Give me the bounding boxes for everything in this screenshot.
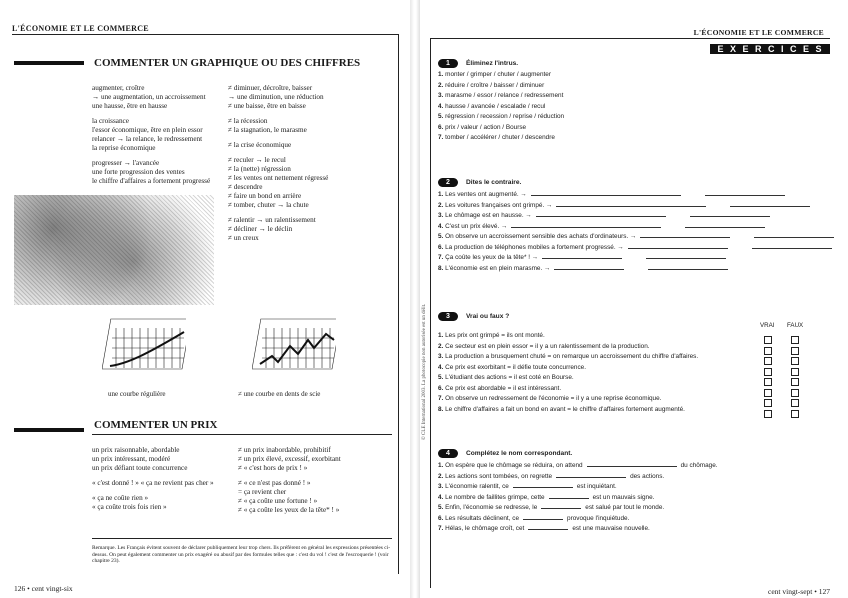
exercise-4	[438, 448, 718, 534]
item-number: 7.	[438, 525, 444, 532]
answer-blank[interactable]	[556, 471, 626, 478]
item-number: 7.	[438, 134, 444, 141]
item-text: Les résultats déclinent, ce	[443, 514, 520, 522]
answer-blank[interactable]	[587, 460, 677, 467]
item-number: 8.	[438, 405, 444, 413]
item-text: Ça coûte les yeux de la tête* ! →	[443, 254, 539, 261]
page-frame-line	[430, 38, 431, 588]
item-number: 5.	[438, 233, 444, 240]
exercise-number-badge: 3	[438, 312, 458, 321]
item-text: Le nombre de faillites grimpe, cette	[443, 493, 545, 501]
item-ending: est inquiétant.	[576, 483, 617, 490]
price-expression: « c'est donné ! » « ça ne revient pas cher »	[92, 479, 214, 487]
item-number: 2.	[438, 81, 444, 89]
fill-in-item	[438, 492, 718, 503]
answer-blank[interactable]	[705, 189, 785, 196]
item-number: 3.	[438, 483, 444, 490]
item-text: Les actions sont tombées, on regrette	[443, 472, 553, 480]
fill-in-item	[438, 471, 718, 482]
remark-note: Remarque. Les Français évitent souvent de déclarer publiquement leur trop chers. Ils préfèrent en général les expressions présentées ci-dessus. On peut également commenter un prix exagéré ou abusif par des formules telles que : c'est du vol ! c'est de l'escroquerie ! (voir chapitre 23).	[92, 545, 391, 564]
vocab-line: ≠ la (nette) régression	[228, 165, 291, 173]
exercise-item	[438, 221, 834, 232]
sawtooth-curve-chart	[252, 318, 336, 372]
item-text: L'étudiant des actions = il est coté en Bourse.	[443, 374, 574, 381]
item-number: 6.	[438, 514, 444, 522]
vocab-line: ≠ descendre	[228, 183, 263, 191]
item-number: 3.	[438, 353, 444, 360]
item-number: 2.	[438, 201, 444, 209]
vocab-line: ≠ reculer → le recul	[228, 156, 286, 164]
answer-blank[interactable]	[523, 513, 563, 520]
answer-blank[interactable]	[531, 189, 681, 196]
exercise-item	[438, 133, 564, 144]
vocab-line: ≠ la stagnation, le marasme	[228, 126, 307, 134]
vocab-line: ≠ ralentir → un ralentissement	[228, 216, 316, 224]
exercise-item	[438, 91, 564, 102]
vocab-line: ≠ tomber, chuter → la chute	[228, 201, 309, 209]
section-bar	[14, 428, 84, 432]
vrai-header: VRAI	[760, 322, 775, 329]
item-number: 8.	[438, 264, 444, 272]
caption-regular-curve: une courbe régulière	[108, 390, 166, 398]
answer-blank[interactable]	[513, 481, 573, 488]
exercise-item	[438, 102, 564, 113]
item-text: hausse / avancée / escalade / recul	[443, 102, 546, 110]
item-ending: est un mauvais signe.	[592, 493, 655, 501]
fill-in-item	[438, 460, 718, 471]
exercise-title: Éliminez l'intrus.	[466, 59, 519, 67]
exercise-item	[438, 189, 834, 200]
faux-checkbox[interactable]	[791, 368, 799, 376]
right-page	[420, 0, 848, 598]
price-expression: ≠ un prix inabordable, prohibitif	[238, 446, 331, 454]
exercise-number-badge: 1	[438, 59, 458, 68]
halftone-image	[14, 195, 214, 305]
exercise-2	[438, 177, 834, 273]
note-rule	[92, 538, 392, 539]
vocab-line: ≠ décliner → le déclin	[228, 225, 293, 233]
regular-curve-chart	[102, 318, 186, 372]
price-expression: = ça revient cher	[238, 488, 287, 496]
price-column-cheap	[92, 446, 214, 512]
item-number: 6.	[438, 243, 444, 251]
exercise-item	[438, 231, 834, 242]
true-false-statement	[438, 405, 698, 416]
price-expression: un prix intéressant, modéré	[92, 455, 171, 463]
exercise-3	[438, 311, 698, 415]
exercise-title: Dites le contraire.	[466, 178, 522, 186]
item-number: 1.	[438, 191, 444, 198]
vocab-column-increase	[92, 84, 210, 186]
answer-blank[interactable]	[648, 263, 728, 270]
page-number-right: cent vingt-sept • 127	[768, 587, 830, 596]
true-false-statement	[438, 373, 698, 384]
item-number: 7.	[438, 395, 444, 402]
faux-checkbox[interactable]	[791, 378, 799, 386]
vocab-line: ≠ une baisse, être en baisse	[228, 102, 306, 110]
item-ending: provoque l'inquiétude.	[567, 514, 630, 522]
item-text: Ce prix est abordable = il est intéressant.	[443, 384, 562, 392]
item-text: monter / grimper / chuter / augmenter	[443, 71, 551, 78]
faux-checkbox[interactable]	[791, 399, 799, 407]
item-text: La production de téléphones mobiles a fortement progressé. →	[443, 243, 624, 251]
exercises-banner: EXERCICES	[710, 44, 830, 54]
answer-blank[interactable]	[690, 210, 770, 217]
price-expression: un prix défiant toute concurrence	[92, 464, 188, 472]
item-number: 3.	[438, 212, 444, 219]
fill-in-item	[438, 513, 718, 524]
item-number: 1.	[438, 71, 444, 78]
running-header-left: L'ÉCONOMIE ET LE COMMERCE	[12, 24, 149, 33]
page-number-left: 126 • cent vingt-six	[14, 584, 73, 593]
item-number: 6.	[438, 123, 444, 131]
exercise-title: Vrai ou faux ?	[466, 312, 510, 320]
item-text: Les prix ont grimpé = ils ont monté.	[443, 332, 545, 339]
exercise-item	[438, 70, 564, 81]
answer-blank[interactable]	[640, 231, 730, 238]
item-text: C'est un prix élevé. →	[443, 222, 508, 230]
exercise-title: Complétez le nom correspondant.	[466, 449, 573, 457]
item-number: 4.	[438, 363, 444, 371]
item-text: Enfin, l'économie se redresse, le	[443, 504, 538, 511]
item-number: 1.	[438, 462, 444, 469]
section-title-price: COMMENTER UN PRIX	[94, 419, 218, 431]
item-number: 5.	[438, 113, 444, 120]
item-text: Le chiffre d'affaires a fait un bond en avant = le chiffre d'affaires fortement augmenté.	[443, 405, 685, 413]
vrai-checkbox[interactable]	[764, 399, 772, 407]
answer-blank[interactable]	[541, 502, 581, 509]
fill-in-item	[438, 502, 718, 513]
vocab-line: ≠ les ventes ont nettement régressé	[228, 174, 329, 182]
item-number: 1.	[438, 332, 444, 339]
vocab-line: ≠ la récession	[228, 117, 268, 125]
item-text: Hélas, le chômage croît, cet	[443, 525, 525, 532]
item-number: 5.	[438, 374, 444, 381]
item-ending: des actions.	[630, 472, 665, 480]
price-column-expensive	[238, 446, 341, 515]
answer-blank[interactable]	[754, 231, 834, 238]
exercise-1	[438, 58, 564, 144]
price-expression: ≠ « ce n'est pas donné ! »	[238, 479, 311, 487]
price-expression: ≠ un prix élevé, excessif, exorbitant	[238, 455, 341, 463]
vocab-line: une forte progression des ventes	[92, 168, 185, 176]
section-title-graph: COMMENTER UN GRAPHIQUE OU DES CHIFFRES	[94, 57, 361, 69]
answer-blank[interactable]	[536, 210, 666, 217]
section-bar	[14, 61, 84, 65]
vrai-checkbox[interactable]	[764, 347, 772, 355]
price-expression: ≠ « c'est hors de prix ! »	[238, 464, 308, 472]
true-false-statement	[438, 363, 698, 374]
fill-in-item	[438, 481, 718, 492]
exercise-item	[438, 200, 834, 211]
item-text: On observe un accroissement sensible des achats d'ordinateurs. →	[443, 233, 637, 240]
vocab-line: l'essor économique, être en plein essor	[92, 126, 203, 134]
vrai-checkbox[interactable]	[764, 336, 772, 344]
vocab-line: ≠ faire un bond en arrière	[228, 192, 302, 200]
item-text: L'économie est en plein marasme. →	[443, 264, 551, 272]
exercise-number-badge: 4	[438, 449, 458, 458]
answer-blank[interactable]	[554, 263, 624, 270]
item-text: Ce prix est exorbitant = il défie toute concurrence.	[443, 363, 586, 371]
item-number: 6.	[438, 384, 444, 392]
item-text: La production a brusquement chuté = on remarque un accroissement du chiffre d'affaires.	[443, 353, 699, 360]
exercise-number-badge: 2	[438, 178, 458, 187]
exercise-item	[438, 263, 834, 274]
running-header-right: L'ÉCONOMIE ET LE COMMERCE	[693, 28, 824, 37]
item-number: 4.	[438, 102, 444, 110]
left-page	[0, 0, 410, 598]
answer-blank[interactable]	[542, 252, 622, 259]
true-false-statement	[438, 352, 698, 363]
vocab-line: progresser → l'avancée	[92, 159, 160, 167]
vrai-checkbox[interactable]	[764, 378, 772, 386]
item-text: Ce secteur est en plein essor = il y a un ralentissement de la production.	[443, 342, 650, 350]
price-expression: ≠ « ça coûte les yeux de la tête* ! »	[238, 506, 340, 514]
vocab-line: ≠ diminuer, décroître, baisser	[228, 84, 313, 92]
vocab-line: une hausse, être en hausse	[92, 102, 168, 110]
price-expression: un prix raisonnable, abordable	[92, 446, 180, 454]
book-gutter	[410, 0, 420, 598]
vrai-checkbox[interactable]	[764, 368, 772, 376]
item-ending: est salué par tout le monde.	[585, 504, 665, 511]
item-text: tomber / accélérer / chuter / descendre	[443, 134, 555, 141]
caption-sawtooth-curve: ≠ une courbe en dents de scie	[238, 390, 321, 398]
exercise-item	[438, 210, 834, 221]
answer-blank[interactable]	[511, 221, 661, 228]
item-ending: est une mauvaise nouvelle.	[572, 525, 650, 532]
item-number: 2.	[438, 472, 444, 480]
faux-checkbox[interactable]	[791, 347, 799, 355]
section-rule	[92, 434, 392, 435]
item-number: 7.	[438, 254, 444, 261]
fill-in-item	[438, 523, 718, 534]
item-text: Le chômage est en hausse. →	[443, 212, 532, 219]
vocab-line: ≠ la crise économique	[228, 141, 292, 149]
true-false-statement	[438, 331, 698, 342]
vrai-checkbox[interactable]	[764, 410, 772, 418]
true-false-statement	[438, 394, 698, 405]
item-text: régression / recession / reprise / réduction	[443, 113, 565, 120]
vrai-checkbox[interactable]	[764, 357, 772, 365]
vocab-line: → une augmentation, un accroissement	[92, 93, 206, 101]
exercise-item	[438, 252, 834, 263]
item-text: Les voitures françaises ont grimpé. →	[443, 201, 553, 209]
item-number: 3.	[438, 92, 444, 99]
vocab-line: augmenter, croître	[92, 84, 145, 92]
price-expression: ≠ « ça coûte une fortune ! »	[238, 497, 318, 505]
item-text: marasme / essor / relance / redressement	[443, 92, 564, 99]
faux-checkbox[interactable]	[791, 336, 799, 344]
item-ending: du chômage.	[680, 462, 718, 469]
item-text: réduire / croître / baisser / diminuer	[443, 81, 545, 89]
exercise-item	[438, 242, 834, 253]
answer-blank[interactable]	[549, 492, 589, 499]
vrai-checkbox[interactable]	[764, 389, 772, 397]
item-number: 5.	[438, 504, 444, 511]
header-rule	[430, 38, 830, 39]
true-false-statement	[438, 342, 698, 353]
item-number: 2.	[438, 342, 444, 350]
item-number: 4.	[438, 222, 444, 230]
item-text: On observe un redressement de l'économie = il y a une reprise économique.	[443, 395, 662, 402]
faux-header: FAUX	[787, 322, 804, 329]
answer-blank[interactable]	[628, 242, 728, 249]
exercise-item	[438, 81, 564, 92]
faux-checkbox[interactable]	[791, 410, 799, 418]
answer-blank[interactable]	[528, 523, 568, 530]
faux-checkbox[interactable]	[791, 389, 799, 397]
item-text: prix / valeur / action / Bourse	[443, 123, 527, 131]
header-rule	[12, 34, 398, 35]
vocab-line: relancer → la relance, le redressement	[92, 135, 203, 143]
vocab-line: la reprise économique	[92, 144, 156, 152]
true-false-statement	[438, 384, 698, 395]
item-text: Les ventes ont augmenté. →	[443, 191, 527, 198]
item-number: 4.	[438, 493, 444, 501]
price-expression: « ça coûte trois fois rien »	[92, 503, 167, 511]
answer-blank[interactable]	[685, 221, 765, 228]
page-frame-line	[398, 34, 399, 574]
exercise-item	[438, 112, 564, 123]
price-expression: « ça ne coûte rien »	[92, 494, 149, 502]
answer-blank[interactable]	[556, 200, 706, 207]
vocab-line: ≠ un creux	[228, 234, 259, 242]
faux-checkbox[interactable]	[791, 357, 799, 365]
answer-blank[interactable]	[752, 242, 832, 249]
answer-blank[interactable]	[730, 200, 810, 207]
answer-blank[interactable]	[646, 252, 726, 259]
item-text: On espère que le chômage se réduira, on attend	[443, 462, 583, 469]
copyright-side-note: © CLE International 2003. La photocopie non autorisée est un délit.	[422, 303, 427, 440]
exercise-item	[438, 123, 564, 134]
vocab-column-decrease	[228, 84, 328, 243]
vocab-line: → une diminution, une réduction	[228, 93, 324, 101]
vocab-line: le chiffre d'affaires a fortement progressé	[92, 177, 211, 185]
vocab-line: la croissance	[92, 117, 129, 125]
item-text: L'économie ralentit, ce	[443, 483, 509, 490]
